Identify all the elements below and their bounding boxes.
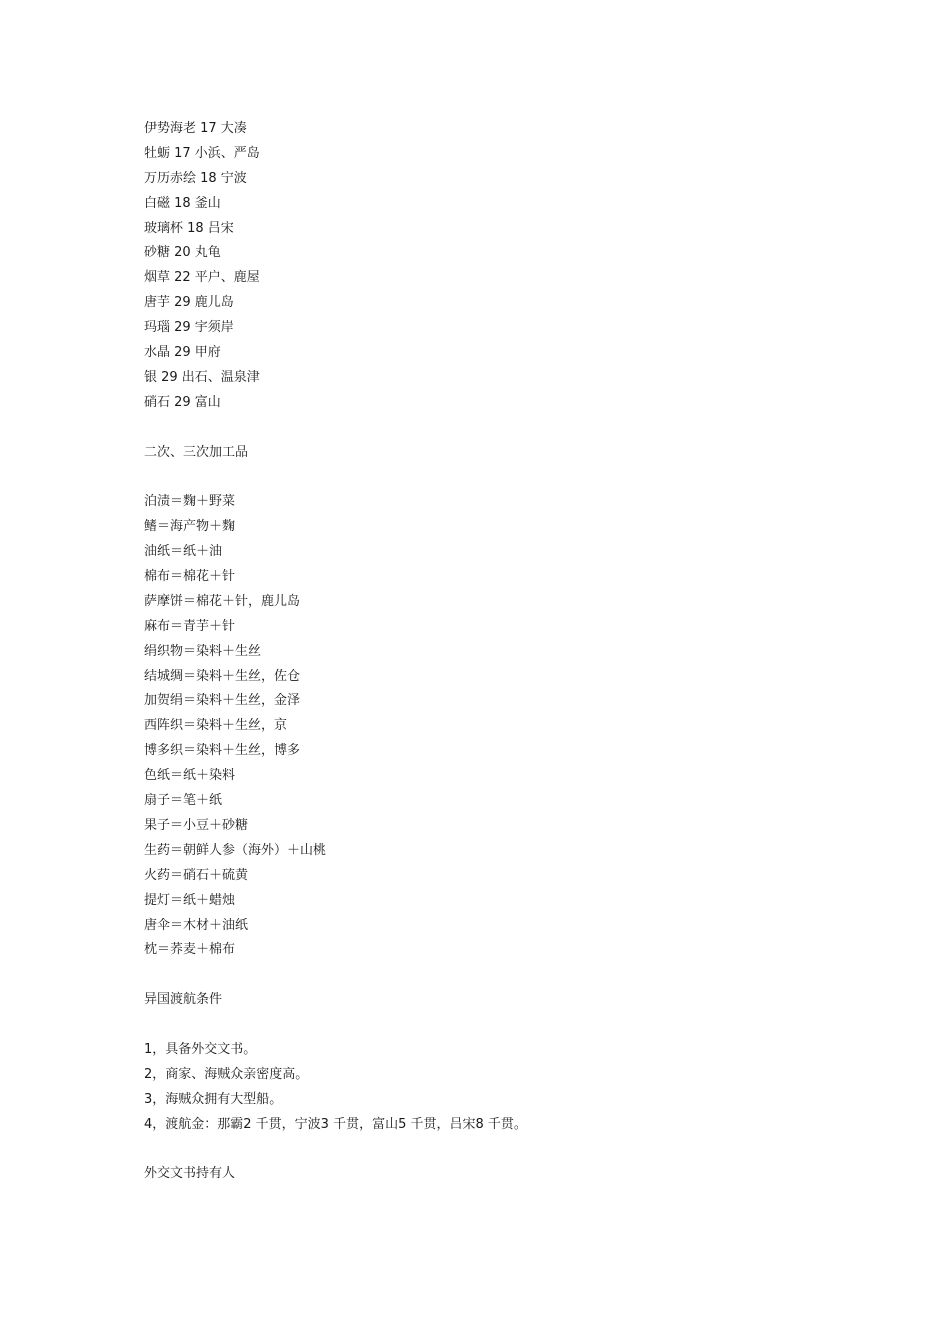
list-item: 果子＝小豆＋砂糖 xyxy=(144,817,249,833)
spacer xyxy=(144,1013,844,1038)
list-item: 唐伞＝木材＋油纸 xyxy=(144,917,249,933)
list-item: 白磁 18 釜山 xyxy=(144,195,221,211)
processed-heading: 二次、三次加工品 xyxy=(144,444,249,460)
list-item: 萨摩饼＝棉花＋针，鹿儿岛 xyxy=(144,593,301,609)
list-item: 麻布＝青芋＋针 xyxy=(144,618,236,634)
document-page xyxy=(144,117,844,1187)
list-item: 4，渡航金：那霸2 千贯，宁波3 千贯，富山5 千贯，吕宋8 千贯。 xyxy=(144,1116,527,1132)
list-item: 玻璃杯 18 吕宋 xyxy=(144,220,234,236)
holders-heading: 外交文书持有人 xyxy=(144,1166,236,1182)
list-item: 提灯＝纸＋蜡烛 xyxy=(144,892,236,908)
product-list xyxy=(144,117,844,416)
list-item: 玛瑙 29 宇须岸 xyxy=(144,320,234,336)
list-item: 硝石 29 富山 xyxy=(144,394,221,410)
processed-list xyxy=(144,490,844,963)
list-item: 绢织物＝染料＋生丝 xyxy=(144,643,262,659)
list-item: 色纸＝纸＋染料 xyxy=(144,768,236,784)
spacer xyxy=(144,1138,844,1163)
list-item: 银 29 出石、温泉津 xyxy=(144,369,260,385)
list-item: 泊渍＝麴＋野菜 xyxy=(144,494,236,510)
list-item: 鳍＝海产物＋麴 xyxy=(144,519,236,535)
list-item: 扇子＝笔＋纸 xyxy=(144,793,223,809)
spacer xyxy=(144,963,844,988)
list-item: 伊势海老 17 大凑 xyxy=(144,121,247,136)
list-item: 唐芋 29 鹿儿岛 xyxy=(144,295,234,311)
list-item: 火药＝硝石＋硫黄 xyxy=(144,867,249,883)
list-item: 棉布＝棉花＋针 xyxy=(144,569,236,585)
voyage-heading: 异国渡航条件 xyxy=(144,992,223,1008)
list-item: 3，海贼众拥有大型船。 xyxy=(144,1091,283,1107)
list-item: 油纸＝纸＋油 xyxy=(144,544,223,560)
list-item: 万历赤绘 18 宁波 xyxy=(144,170,247,186)
spacer xyxy=(144,416,844,441)
spacer xyxy=(144,465,844,490)
list-item: 水晶 29 甲府 xyxy=(144,345,221,361)
list-item: 烟草 22 平户、鹿屋 xyxy=(144,270,260,286)
list-item: 2，商家、海贼众亲密度高。 xyxy=(144,1066,309,1082)
list-item: 生药＝朝鲜人参（海外）＋山桃 xyxy=(144,842,327,858)
list-item: 加贺绢＝染料＋生丝，金泽 xyxy=(144,693,301,709)
list-item: 博多织＝染料＋生丝，博多 xyxy=(144,743,301,759)
list-item: 牡蛎 17 小浜、严岛 xyxy=(144,145,260,161)
list-item: 西阵织＝染料＋生丝，京 xyxy=(144,718,288,734)
list-item: 1，具备外交文书。 xyxy=(144,1041,257,1057)
list-item: 结城绸＝染料＋生丝，佐仓 xyxy=(144,668,301,684)
list-item: 砂糖 20 丸龟 xyxy=(144,245,221,261)
voyage-conditions-list xyxy=(144,1038,844,1138)
list-item: 枕＝荞麦＋棉布 xyxy=(144,942,236,958)
